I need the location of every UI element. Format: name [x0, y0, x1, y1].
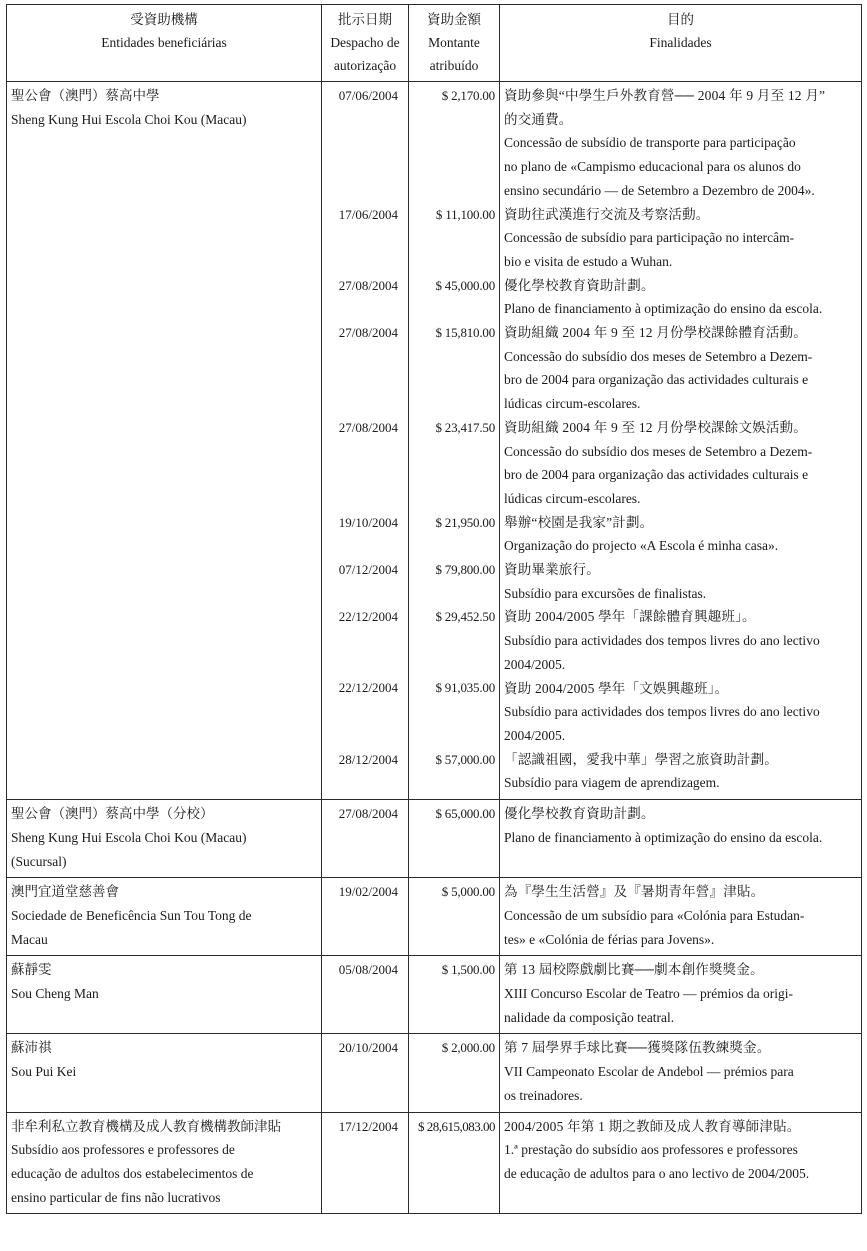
purpose-zh-line: 資助組織 2004 年 9 至 12 月份學校課餘文娛活動。 — [504, 419, 807, 435]
entity-name-line: Sou Cheng Man — [11, 986, 99, 1002]
grant-amount: $ 15,810.00 — [435, 324, 495, 340]
entity-name-line: 蘇靜雯 — [11, 962, 52, 978]
header-date — [322, 5, 409, 82]
header-amount-zh: 資助金額 — [427, 12, 481, 27]
grant-date: 22/12/2004 — [338, 680, 398, 696]
purpose-zh-line: 2004/2005 年第 1 期之教師及成人教育導師津貼。 — [504, 1118, 801, 1134]
grant-date: 27/08/2004 — [338, 419, 398, 435]
date-cell — [322, 800, 409, 878]
purpose-zh-line: 資助組織 2004 年 9 至 12 月份學校課餘體育活動。 — [504, 325, 807, 341]
entity-name-line: Sociedade de Beneficência Sun Tou Tong de — [11, 907, 252, 923]
grant-amount: $ 65,000.00 — [435, 806, 495, 822]
purpose-cell — [500, 800, 862, 878]
header-entity-pt: Entidades beneficiárias — [101, 35, 227, 50]
table-row — [7, 1034, 862, 1112]
purpose-cell — [500, 1034, 862, 1112]
purpose-pt-line: bro de 2004 para organização das actividades culturais e — [504, 467, 809, 483]
purpose-pt-line: Subsídio para excursões de finalistas. — [504, 585, 707, 601]
header-date-zh: 批示日期 — [338, 12, 392, 27]
header-date-pt1: Despacho de — [330, 35, 400, 50]
entity-name-line: 蘇沛祺 — [11, 1040, 52, 1056]
entity-cell — [7, 800, 322, 878]
amount-cell — [409, 1112, 500, 1214]
amount-cell — [409, 878, 500, 956]
entity-name-line: 聖公會（澳門）蔡高中學（分校） — [11, 806, 214, 822]
purpose-zh-line: 資助 2004/2005 學年「文娛興趣班」。 — [504, 680, 729, 696]
grant-amount: $ 1,500.00 — [441, 962, 495, 978]
purpose-pt-line: lúdicas circum-escolares. — [504, 490, 641, 506]
grant-date: 27/08/2004 — [338, 277, 398, 293]
purpose-zh-line: 第 13 屆校際戲劇比賽──劇本創作獎獎金。 — [504, 962, 764, 978]
header-date-pt2: autorização — [333, 58, 397, 73]
purpose-zh-line: 舉辦“校園是我家”計劃。 — [504, 514, 654, 530]
entity-name-line: 聖公會（澳門）蔡高中學 — [11, 88, 160, 103]
document-page — [6, 4, 861, 1214]
purpose-pt-line: os treinadores. — [504, 1087, 583, 1103]
header-amount-pt1: Montante — [428, 35, 480, 50]
purpose-pt-line: Subsídio para viagem de aprendizagem. — [504, 775, 720, 791]
table-row — [7, 956, 862, 1034]
purpose-zh-line: 優化學校教育資助計劃。 — [504, 277, 655, 293]
grant-purpose — [504, 677, 857, 748]
purpose-pt-line: Plano de financiamento à optimização do ensino da escola. — [504, 829, 823, 845]
entity-name-line: 澳門宜道堂慈善會 — [11, 884, 119, 900]
table-row — [7, 1112, 862, 1214]
grant-purpose — [504, 558, 857, 605]
purpose-pt-line: bro de 2004 para organização das actividades culturais e — [504, 372, 809, 388]
grant-purpose — [504, 880, 857, 951]
grant-purpose — [504, 511, 857, 558]
purpose-pt-line: Concessão de subsídio para participação no intercâm- — [504, 230, 795, 246]
amount-cell — [409, 800, 500, 878]
grant-amount: $ 57,000.00 — [435, 751, 495, 767]
purpose-cell — [500, 82, 862, 800]
date-cell — [322, 82, 409, 800]
purpose-pt-line: 2004/2005. — [504, 656, 566, 672]
purpose-zh-line: 優化學校教育資助計劃。 — [504, 806, 655, 822]
header-purpose — [500, 5, 862, 82]
grant-purpose — [504, 748, 857, 795]
date-cell — [322, 878, 409, 956]
purpose-pt-line: Concessão do subsídio dos meses de Setembro a Dezem- — [504, 348, 813, 364]
grant-date: 22/12/2004 — [338, 609, 398, 625]
entity-name-line: 非牟利私立教育機構及成人教育機構教師津貼 — [11, 1118, 281, 1134]
purpose-cell — [500, 956, 862, 1034]
purpose-pt-line: ensino secundário — de Setembro a Dezembro de 2004». — [504, 182, 815, 198]
amount-cell — [409, 82, 500, 800]
grant-purpose — [504, 1115, 857, 1186]
purpose-pt-line: 2004/2005. — [504, 727, 566, 743]
grant-date: 27/08/2004 — [338, 324, 398, 340]
grant-date: 27/08/2004 — [338, 806, 398, 822]
purpose-pt-line: no plano de «Campismo educacional para os alunos do — [504, 159, 801, 175]
entity-cell — [7, 82, 322, 800]
purpose-pt-line: Concessão do subsídio dos meses de Setembro a Dezem- — [504, 443, 813, 459]
table-row — [7, 82, 862, 800]
grant-amount: $ 5,000.00 — [441, 884, 495, 900]
table-row — [7, 800, 862, 878]
purpose-zh-line: 資助 2004/2005 學年「課餘體育興趣班」。 — [504, 609, 756, 625]
purpose-pt-line: Concessão de subsídio de transporte para participação — [504, 135, 796, 151]
purpose-cell — [500, 1112, 862, 1214]
purpose-zh-line: 資助畢業旅行。 — [504, 562, 600, 578]
grant-purpose — [504, 958, 857, 1029]
grant-amount: $ 2,170.00 — [441, 88, 495, 103]
entity-name-line: ensino particular de fins não lucrativos — [11, 1189, 221, 1205]
grant-amount: $ 2,000.00 — [441, 1040, 495, 1056]
grant-purpose — [504, 605, 857, 676]
grant-date: 28/12/2004 — [338, 751, 398, 767]
grant-purpose — [504, 274, 857, 321]
entity-name-line: (Sucursal) — [11, 853, 67, 869]
date-cell — [322, 1034, 409, 1112]
entity-name-line: Subsídio aos professores e professores de — [11, 1142, 235, 1158]
entity-cell — [7, 1034, 322, 1112]
amount-cell — [409, 1034, 500, 1112]
header-entity-zh: 受資助機構 — [130, 12, 198, 27]
grant-amount: $ 23,417.50 — [435, 419, 495, 435]
grant-purpose — [504, 84, 857, 203]
grant-date: 07/12/2004 — [338, 561, 398, 577]
grant-amount: $ 79,800.00 — [435, 561, 495, 577]
purpose-zh-line: 第 7 屆學界手球比賽──獲獎隊伍教練獎金。 — [504, 1040, 771, 1056]
purpose-pt-line: VII Campeonato Escolar de Andebol — prémios para — [504, 1064, 794, 1080]
grant-date: 17/12/2004 — [338, 1118, 398, 1134]
date-cell — [322, 956, 409, 1034]
entity-name-line: Sou Pui Kei — [11, 1064, 77, 1080]
grant-amount: $ 21,950.00 — [435, 514, 495, 530]
purpose-zh-line: 的交通費。 — [504, 111, 573, 127]
purpose-zh-line: 資助參與“中學生戶外教育營── 2004 年 9 月至 12 月” — [504, 88, 826, 103]
grant-date: 19/10/2004 — [338, 514, 398, 530]
purpose-zh-line: 「認識祖國，愛我中華」學習之旅資助計劃。 — [504, 751, 778, 767]
grant-amount: $ 91,035.00 — [435, 680, 495, 696]
entity-name-line: educação de adultos dos estabelecimentos de — [11, 1165, 254, 1181]
header-amount — [409, 5, 500, 82]
grant-purpose — [504, 321, 857, 416]
purpose-pt-line: bio e visita de estudo a Wuhan. — [504, 253, 673, 269]
entity-name-line: Macau — [11, 931, 48, 947]
grant-purpose — [504, 416, 857, 511]
amount-cell — [409, 956, 500, 1034]
purpose-pt-line: lúdicas circum-escolares. — [504, 396, 641, 412]
grant-date: 07/06/2004 — [338, 88, 398, 103]
header-amount-pt2: atribuído — [429, 58, 479, 73]
purpose-pt-line: XIII Concurso Escolar de Teatro — prémios da origi- — [504, 986, 793, 1002]
purpose-pt-line: nalidade da composição teatral. — [504, 1009, 675, 1025]
purpose-pt-line: Subsídio para actividades dos tempos livres do ano lectivo — [504, 704, 820, 720]
grant-purpose — [504, 1036, 857, 1107]
entity-cell — [7, 956, 322, 1034]
table-row — [7, 878, 862, 956]
grant-date: 20/10/2004 — [338, 1040, 398, 1056]
date-cell — [322, 1112, 409, 1214]
grant-amount: $ 45,000.00 — [435, 277, 495, 293]
entity-cell — [7, 1112, 322, 1214]
purpose-zh-line: 資助往武漢進行交流及考察活動。 — [504, 206, 710, 222]
grant-date: 19/02/2004 — [338, 884, 398, 900]
header-purpose-pt: Finalidades — [649, 35, 712, 50]
grant-date: 17/06/2004 — [338, 206, 398, 222]
grant-purpose — [504, 203, 857, 274]
header-entity — [7, 5, 322, 82]
purpose-pt-line: 1.ª prestação do subsídio aos professores e professores — [504, 1142, 798, 1158]
purpose-pt-line: Concessão de um subsídio para «Colónia para Estudan- — [504, 907, 805, 923]
grants-table — [6, 4, 862, 1214]
entity-name-line: Sheng Kung Hui Escola Choi Kou (Macau) — [11, 111, 247, 127]
purpose-pt-line: Subsídio para actividades dos tempos livres do ano lectivo — [504, 633, 820, 649]
table-header — [7, 5, 862, 82]
grant-purpose — [504, 802, 857, 849]
purpose-cell — [500, 878, 862, 956]
purpose-pt-line: Organização do projecto «A Escola é minha casa». — [504, 538, 779, 554]
table-body — [7, 82, 862, 1214]
entity-name-line: Sheng Kung Hui Escola Choi Kou (Macau) — [11, 829, 247, 845]
header-purpose-zh: 目的 — [667, 12, 694, 27]
grant-amount: $ 29,452.50 — [435, 609, 495, 625]
grant-amount: $ 11,100.00 — [435, 206, 495, 222]
purpose-zh-line: 為『學生生活營』及『暑期青年營』津貼。 — [504, 884, 765, 900]
entity-cell — [7, 878, 322, 956]
grant-date: 05/08/2004 — [338, 962, 398, 978]
purpose-pt-line: tes» e «Colónia de férias para Jovens». — [504, 931, 715, 947]
grant-amount: $ 28,615,083.00 — [418, 1118, 495, 1134]
purpose-pt-line: de educação de adultos para o ano lectivo de 2004/2005. — [504, 1165, 810, 1181]
purpose-pt-line: Plano de financiamento à optimização do ensino da escola. — [504, 301, 823, 317]
